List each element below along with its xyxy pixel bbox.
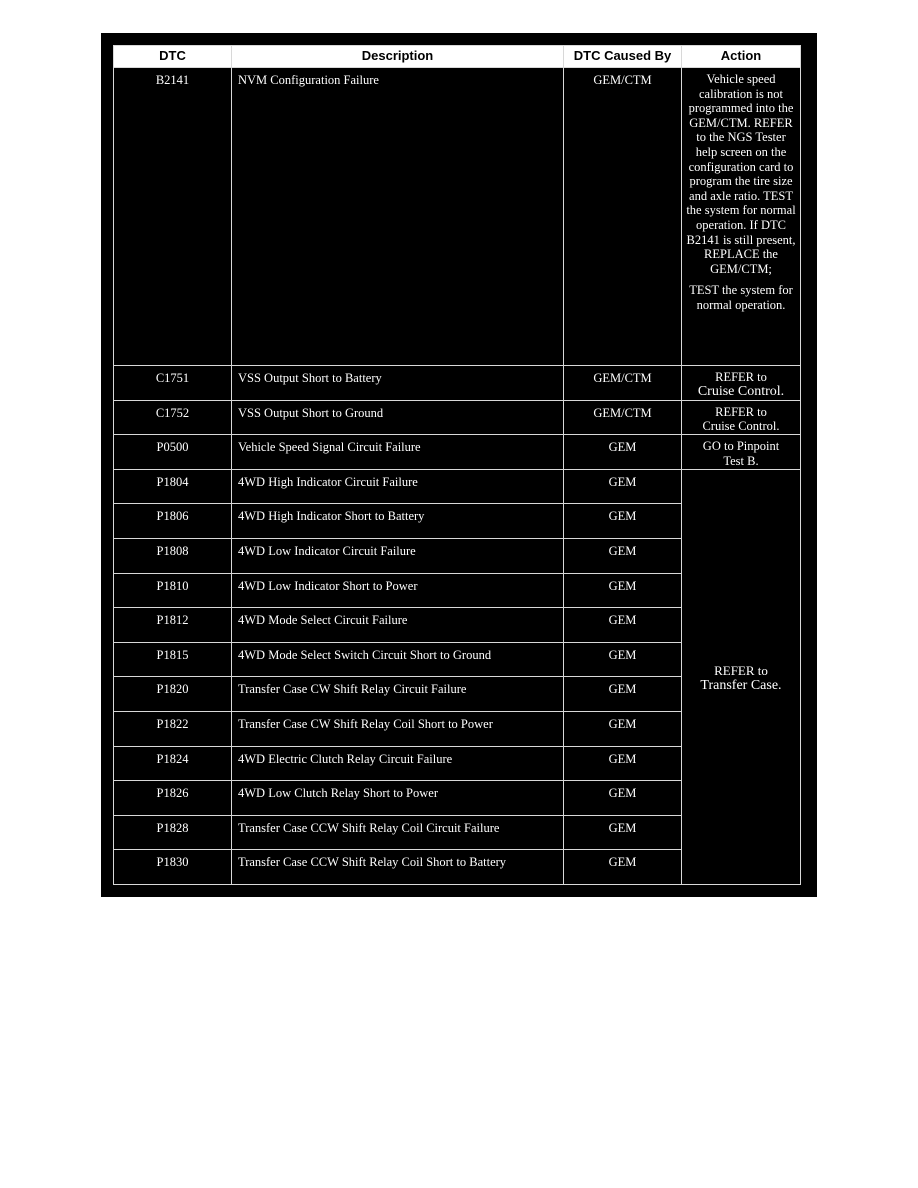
- dtc-caused-by: GEM: [564, 504, 682, 539]
- dtc-caused-by: GEM: [564, 538, 682, 573]
- dtc-description: 4WD High Indicator Circuit Failure: [232, 469, 564, 504]
- dtc-description: Transfer Case CCW Shift Relay Coil Circuit Failure: [232, 815, 564, 850]
- header-row: [114, 46, 801, 68]
- dtc-action: [682, 366, 801, 401]
- dtc-description: 4WD Mode Select Circuit Failure: [232, 608, 564, 643]
- dtc-description: Transfer Case CW Shift Relay Coil Short to Power: [232, 711, 564, 746]
- dtc-code: P0500: [114, 435, 232, 470]
- dtc-action: [682, 68, 801, 366]
- header-dtc: DTC: [114, 46, 232, 68]
- dtc-caused-by: GEM: [564, 677, 682, 712]
- dtc-description: Transfer Case CW Shift Relay Circuit Failure: [232, 677, 564, 712]
- dtc-caused-by: GEM: [564, 642, 682, 677]
- dtc-code: P1804: [114, 469, 232, 504]
- dtc-code: P1822: [114, 711, 232, 746]
- dtc-description: 4WD High Indicator Short to Battery: [232, 504, 564, 539]
- dtc-code: P1812: [114, 608, 232, 643]
- action-line: Transfer Case.: [700, 677, 782, 693]
- action-line: REFER to: [715, 370, 767, 384]
- dtc-action: [682, 400, 801, 435]
- dtc-table: [113, 45, 801, 885]
- action-paragraph: Vehicle speed calibration is not programmed into the GEM/CTM. REFER to the NGS Tester help screen on the configuration card to program the tire size and axle ratio. TEST the system for normal operation. If DTC B2141 is still present, REPLACE the GEM/CTM;: [686, 72, 796, 276]
- document-page: [101, 33, 817, 897]
- dtc-caused-by: GEM: [564, 746, 682, 781]
- action-line: GO to Pinpoint: [702, 439, 780, 454]
- action-line: Test B.: [723, 453, 759, 468]
- dtc-description: 4WD Low Indicator Circuit Failure: [232, 538, 564, 573]
- dtc-code: P1826: [114, 781, 232, 816]
- dtc-code: B2141: [114, 68, 232, 366]
- dtc-caused-by: GEM: [564, 469, 682, 504]
- header-action: Action: [682, 46, 801, 68]
- dtc-caused-by: GEM: [564, 781, 682, 816]
- table-row: [114, 366, 801, 401]
- dtc-description: Transfer Case CCW Shift Relay Coil Short to Battery: [232, 850, 564, 885]
- dtc-description: NVM Configuration Failure: [232, 68, 564, 366]
- action-line: Cruise Control.: [702, 419, 780, 434]
- table-row: [114, 435, 801, 470]
- dtc-code: P1810: [114, 573, 232, 608]
- dtc-description: 4WD Mode Select Switch Circuit Short to Ground: [232, 642, 564, 677]
- header-description: Description: [232, 46, 564, 68]
- dtc-description: VSS Output Short to Battery: [232, 366, 564, 401]
- dtc-code: P1824: [114, 746, 232, 781]
- action-paragraph: TEST the system for normal operation.: [689, 283, 793, 312]
- action-line: REFER to: [714, 663, 768, 679]
- dtc-code: P1820: [114, 677, 232, 712]
- dtc-description: Vehicle Speed Signal Circuit Failure: [232, 435, 564, 470]
- dtc-code: C1752: [114, 400, 232, 435]
- dtc-description: 4WD Electric Clutch Relay Circuit Failure: [232, 746, 564, 781]
- dtc-description: 4WD Low Clutch Relay Short to Power: [232, 781, 564, 816]
- dtc-caused-by: GEM: [564, 711, 682, 746]
- dtc-caused-by: GEM: [564, 573, 682, 608]
- table-row: [114, 469, 801, 504]
- dtc-code: P1828: [114, 815, 232, 850]
- table-row: [114, 68, 801, 366]
- dtc-code: C1751: [114, 366, 232, 401]
- dtc-caused-by: GEM: [564, 850, 682, 885]
- dtc-caused-by: GEM/CTM: [564, 400, 682, 435]
- dtc-code: P1830: [114, 850, 232, 885]
- dtc-caused-by: GEM/CTM: [564, 68, 682, 366]
- dtc-caused-by: GEM: [564, 608, 682, 643]
- dtc-code: P1806: [114, 504, 232, 539]
- action-line: Cruise Control.: [697, 383, 785, 399]
- dtc-description: 4WD Low Indicator Short to Power: [232, 573, 564, 608]
- table-row: [114, 400, 801, 435]
- dtc-action: [682, 435, 801, 470]
- action-line: REFER to: [715, 404, 767, 419]
- dtc-caused-by: GEM: [564, 435, 682, 470]
- dtc-caused-by: GEM: [564, 815, 682, 850]
- dtc-code: P1808: [114, 538, 232, 573]
- dtc-caused-by: GEM/CTM: [564, 366, 682, 401]
- dtc-action-merged: [682, 469, 801, 884]
- dtc-code: P1815: [114, 642, 232, 677]
- header-caused-by: DTC Caused By: [564, 46, 682, 68]
- dtc-description: VSS Output Short to Ground: [232, 400, 564, 435]
